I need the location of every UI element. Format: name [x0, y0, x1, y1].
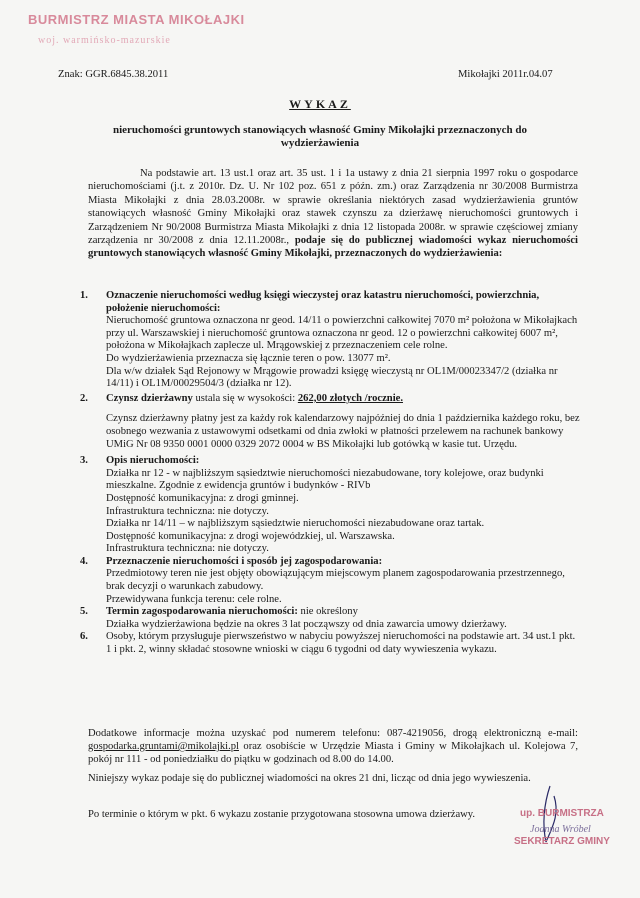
- document-title: WYKAZ: [289, 97, 351, 111]
- item-heading: Oznaczenie nieruchomości według księgi wieczystej oraz katastru nieruchomości, powierzchnia, położenie nieruchomości:: [106, 290, 540, 314]
- item-text: Osoby, którym przysługuje pierwszeństwo w nabyciu powyższej nieruchomości na podstawie art. 34 ust.1 pkt. 1 i pkt. 2, winny składać stosowne wnioski w ciągu 6 tygodni od daty wywieszenia wykazu.: [106, 631, 576, 656]
- list-item: 1. Oznaczenie nieruchomości według księgi wieczystej oraz katastru nieruchomości, powierzchnia, położenie nieruchomości: Nieruchomość gruntowa oznaczona nr geod. 14/11 o powierzchni całkowitej 7070 m² położona w Mikołajkach przy ul. Warszawskiej i nieruchomość gruntowa oznaczona nr geod. 12 o powierzchni całkowitej 6007 m², położona w Mikołajkach zaplecze ul. Mrągowskiej z przeznaczeniem cele rolne. Do wydzierżawienia przeznacza się łącznie teren o pow. 13077 m². Dla w/w działek Sąd Rejonowy w Mrągowie prowadzi księgę wieczystą nr OL1M/00023347/2 (działka nr 14/11) i OL1M/00029504/3 (działka nr 12).: [80, 290, 580, 391]
- item-line: Przewidywana funkcja terenu: cele rolne.: [106, 593, 282, 605]
- item-line: Działka nr 14/11 – w najbliższym sąsiedztwie nieruchomości niezabudowane oraz tartak.: [106, 518, 485, 530]
- item-line: Działka wydzierżawiona będzie na okres 3 lat począwszy od dnia zawarcia umowy dzierżawy.: [106, 618, 507, 630]
- signature-stamp-line1: up. BURMISTRZA: [520, 808, 604, 819]
- item-heading: Opis nieruchomości:: [106, 455, 200, 467]
- item-line: Dostępność komunikacyjna: z drogi wojewódzkiej, ul. Warszawska.: [106, 530, 395, 542]
- intro-paragraph: [88, 167, 578, 261]
- item-line: Infrastruktura techniczna: nie dotyczy.: [106, 505, 269, 517]
- item-line: Dla w/w działek Sąd Rejonowy w Mrągowie prowadzi księgę wieczystą nr OL1M/00023347/2 (działka nr 14/11) i OL1M/00029504/3 (działka nr 12).: [106, 365, 558, 390]
- intro-text: Na podstawie art. 13 ust.1 oraz art. 35 ust. 1 i 1a ustawy z dnia 21 sierpnia 1997 roku o gospodarce nieruchomościami (j.t. z 2010r. Dz. U. Nr 102 poz. 651 z późn. zm.) oraz Zarządzenia nr 30/2008 Burmistrza Miasta Mikołajki z dnia 28.03.2008r. w sprawie określania niektórych zasad wydzierżawienia gruntów stanowiących własność Gminy Mikołajki oraz stawek czynszu za dzierżawę nieruchomości gruntowych i Zarządzeniem Nr 90/2008 Burmistrza Miasta Mikołajki z dnia 12 listopada 2008r. w sprawie częściowej zmiany zarządzenia nr 30/2008 z dnia 12.11.2008r.,: [88, 168, 578, 247]
- item-heading: Czynsz dzierżawny: [106, 392, 193, 404]
- document-date: Mikołajki 2011r.04.07: [458, 69, 553, 80]
- item-heading: Przeznaczenie nieruchomości i sposób jej zagospodarowania:: [106, 555, 383, 567]
- intro-bold: podaje się do publicznej wiadomości wykaz nieruchomości gruntowych stanowiących własność Gminy Mikołajki, przeznaczonych do wydzierżawienia:: [88, 235, 578, 260]
- list-item: 3. Opis nieruchomości: Działka nr 12 - w najbliższym sąsiedztwie nieruchomości niezabudowane, tory kolejowe, oraz budynki mieszkalne. Zgodnie z ewidencja gruntów i budynków - RIVb Dostępność komunikacyjna: z drogi gminnej. Infrastruktura techniczna: nie dotyczy. Działka nr 14/11 – w najbliższym sąsiedztwie nieruchomości niezabudowane oraz tartak. Dostępność komunikacyjna: z drogi wojewódzkiej, ul. Warszawska. Infrastruktura techniczna: nie dotyczy.: [80, 455, 580, 556]
- item-line: Działka nr 12 - w najbliższym sąsiedztwie nieruchomości niezabudowane, tory kolejowe, oraz budynki mieszkalne. Zgodnie z ewidencja gruntów i budynków - RIVb: [106, 467, 544, 492]
- signature-stamp-line2: SEKRETARZ GMINY: [514, 836, 610, 847]
- item-line: Czynsz dzierżawny płatny jest za każdy rok kalendarzowy najpóźniej do dnia 1 października każdego roku, bez osobnego wezwania z ustawowymi odsetkami od dnia zwłoki w płatności przelewem na rachunek bankowy UMiG Nr 08 9350 0001 0000 0329 2072 0004 w BS Mikołajki lub gotówką w kasie tut. Urzędu.: [106, 413, 580, 450]
- contact-paragraph: Dodatkowe informacje można uzyskać pod numerem telefonu: 087-4219056, drogą elektroniczną e-mail: gospodarka.gruntami@mikolajki.pl oraz osobiście w Urzędzie Miasta i Gminy w Mikołajkach ul. Kolejowa 7, pokój nr 111 - od poniedziałku do piątku w godzinach od 8.00 do 14.00.: [88, 728, 578, 765]
- final-paragraph: Po terminie o którym w pkt. 6 wykazu zostanie przygotowana stosowna umowa dzierżawy.: [88, 809, 476, 820]
- signature-name: Joanna Wróbel: [530, 824, 591, 835]
- notice-paragraph: Niniejszy wykaz podaje się do publicznej wiadomości na okres 21 dni, licząc od dnia jego wywieszenia.: [88, 773, 531, 784]
- list-item: 4. Przeznaczenie nieruchomości i sposób jej zagospodarowania: Przedmiotowy teren nie jest objęty obowiązującym miejscowym planem zagospodarowania przestrzennego, brak decyzji o warunkach zabudowy. Przewidywana funkcja terenu: cele rolne.: [80, 556, 580, 606]
- item-line: Nieruchomość gruntowa oznaczona nr geod. 14/11 o powierzchni całkowitej 7070 m² położona w Mikołajkach przy ul. Warszawskiej i nieruchomość gruntowa oznaczona nr geod. 12 o powierzchni całkowitej 6007 m², położona w Mikołajkach zaplecze ul. Mrągowskiej z przeznaczeniem cele rolne.: [106, 315, 578, 352]
- item-line: Infrastruktura techniczna: nie dotyczy.: [106, 543, 269, 555]
- list-item: 2. Czynsz dzierżawny ustala się w wysokości: 262,00 złotych /rocznie. Czynsz dzierżawny płatny jest za każdy rok kalendarzowy najpóźniej do dnia 1 października każdego roku, bez osobnego wezwania z ustawowymi odsetkami od dnia zwłoki w płatności przelewem na rachunek bankowy UMiG Nr 08 9350 0001 0000 0329 2072 0004 w BS Mikołajki lub gotówką w kasie tut. Urzędu.: [80, 392, 580, 450]
- document-subtitle: nieruchomości gruntowych stanowiących własność Gminy Mikołajki przeznaczonych do wydzierżawienia: [112, 124, 528, 149]
- item-line: Do wydzierżawienia przeznacza się łącznie teren o pow. 13077 m².: [106, 352, 391, 364]
- list-item: 5. Termin zagospodarowania nieruchomości: nie określony Działka wydzierżawiona będzie na okres 3 lat począwszy od dnia zawarcia umowy dzierżawy.: [80, 606, 580, 631]
- item-line: Dostępność komunikacyjna: z drogi gminnej.: [106, 492, 299, 504]
- item-line: Przedmiotowy teren nie jest objęty obowiązującym miejscowym planem zagospodarowania przestrzennego, brak decyzji o warunkach zabudowy.: [106, 568, 565, 593]
- item-heading: Termin zagospodarowania nieruchomości:: [106, 606, 298, 618]
- list-item: 6. Osoby, którym przysługuje pierwszeństwo w nabyciu powyższej nieruchomości na podstawie art. 34 ust.1 pkt. 1 i pkt. 2, winny składać stosowne wnioski w ciągu 6 tygodni od daty wywieszenia wykazu.: [80, 631, 576, 656]
- office-stamp-subtitle: woj. warmińsko-mazurskie: [38, 35, 171, 46]
- office-stamp-title: BURMISTRZ MIASTA MIKOŁAJKI: [28, 12, 245, 27]
- contact-email-link[interactable]: gospodarka.gruntami@mikolajki.pl: [88, 741, 239, 752]
- rent-amount: 262,00 złotych /rocznie.: [297, 392, 403, 404]
- reference-number: Znak: GGR.6845.38.2011: [58, 69, 169, 80]
- items-list: [80, 290, 580, 657]
